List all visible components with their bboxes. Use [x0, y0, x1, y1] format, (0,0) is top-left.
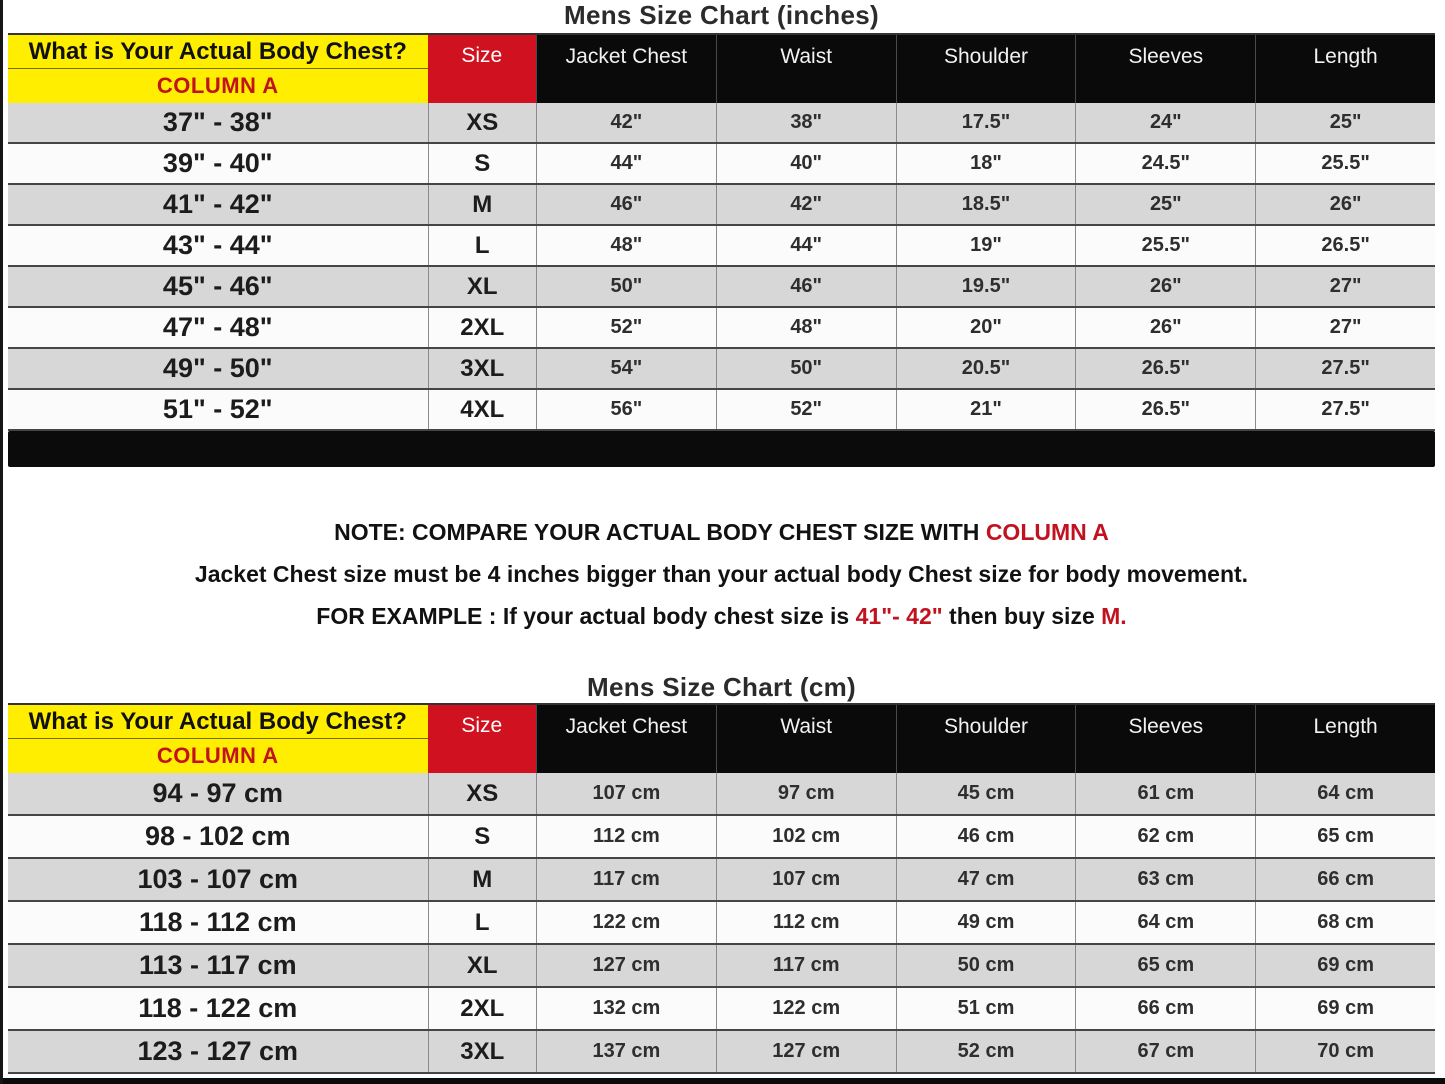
size-cell: 2XL	[428, 308, 536, 347]
size-cell: 4XL	[428, 390, 536, 429]
table-header-row	[8, 703, 1435, 773]
measurement-cell: 52"	[536, 308, 716, 347]
measurement-cell: 70 cm	[1255, 1031, 1435, 1072]
measurement-cell: 127 cm	[536, 945, 716, 986]
measurement-cell: 18.5"	[896, 185, 1076, 224]
body-chest-cell: 39" - 40"	[162, 148, 273, 178]
measurement-cell: 24"	[1075, 103, 1255, 142]
body-chest-cell: 118 - 112 cm	[138, 907, 297, 937]
table-row	[8, 945, 1435, 988]
measurement-cell: 107 cm	[536, 773, 716, 814]
column-header-length: Length	[1255, 705, 1435, 773]
cm-size-table	[8, 703, 1435, 1074]
body-chest-cell: 118 - 122 cm	[138, 993, 298, 1023]
inches-chart-title: Mens Size Chart (inches)	[564, 0, 879, 30]
body-chest-cell: 47" - 48"	[162, 312, 273, 342]
measurement-cell: 122 cm	[716, 988, 896, 1029]
measurement-cell: 21"	[896, 390, 1076, 429]
measurement-cell: 25.5"	[1075, 226, 1255, 265]
measurement-cell: 132 cm	[536, 988, 716, 1029]
measurement-cell: 26"	[1075, 308, 1255, 347]
column-header-waist: Waist	[716, 35, 896, 103]
measurement-cell: 45 cm	[896, 773, 1076, 814]
measurement-cell: 65 cm	[1075, 945, 1255, 986]
column-header-sleeves: Sleeves	[1075, 35, 1255, 103]
body-chest-cell: 49" - 50"	[162, 353, 273, 383]
note-line-3-size-highlight: 41"- 42"	[855, 603, 943, 629]
measurement-cell: 65 cm	[1255, 816, 1435, 857]
measurement-cell: 61 cm	[1075, 773, 1255, 814]
measurement-cell: 27"	[1255, 267, 1435, 306]
measurement-cell: 17.5"	[896, 103, 1076, 142]
size-column-header: Size	[428, 705, 536, 773]
measurement-cell: 19.5"	[896, 267, 1076, 306]
measurement-cell: 50 cm	[896, 945, 1076, 986]
note-line-3-letter-highlight: M.	[1101, 603, 1127, 629]
note-line-1-highlight: COLUMN A	[985, 519, 1109, 545]
column-header-jacket-chest: Jacket Chest	[536, 705, 716, 773]
measurement-cell: 54"	[536, 349, 716, 388]
note-section	[8, 467, 1435, 667]
table-row	[8, 349, 1435, 390]
measurement-cell: 66 cm	[1075, 988, 1255, 1029]
table-row	[8, 988, 1435, 1031]
size-cell: 2XL	[428, 988, 536, 1029]
measurement-cell: 51 cm	[896, 988, 1076, 1029]
measurement-cell: 117 cm	[716, 945, 896, 986]
measurement-cell: 127 cm	[716, 1031, 896, 1072]
table-body	[8, 773, 1435, 1074]
inches-size-table	[8, 33, 1435, 431]
size-column-header: Size	[428, 35, 536, 103]
body-chest-cell: 37" - 38"	[162, 107, 273, 137]
measurement-cell: 46"	[716, 267, 896, 306]
measurement-cell: 112 cm	[716, 902, 896, 943]
table-row	[8, 773, 1435, 816]
measurement-cell: 50"	[536, 267, 716, 306]
measurement-cell: 20"	[896, 308, 1076, 347]
measurement-cell: 97 cm	[716, 773, 896, 814]
size-cell: S	[428, 816, 536, 857]
table-row	[8, 1031, 1435, 1074]
measurement-cell: 26"	[1075, 267, 1255, 306]
measurement-cell: 26"	[1255, 185, 1435, 224]
note-line-3-mid-text: then buy size	[942, 603, 1102, 629]
body-chest-cell: 98 - 102 cm	[144, 821, 291, 851]
column-a-label: COLUMN A	[156, 73, 279, 98]
column-a-header-cell	[8, 35, 428, 103]
table-row	[8, 103, 1435, 144]
measurement-cell: 68 cm	[1255, 902, 1435, 943]
measurement-cell: 48"	[536, 226, 716, 265]
size-cell: M	[428, 185, 536, 224]
measurement-cell: 52 cm	[896, 1031, 1076, 1072]
column-header-waist: Waist	[716, 705, 896, 773]
measurement-cell: 102 cm	[716, 816, 896, 857]
measurement-cell: 63 cm	[1075, 859, 1255, 900]
measurement-cell: 64 cm	[1255, 773, 1435, 814]
measurement-cell: 20.5"	[896, 349, 1076, 388]
body-chest-cell: 94 - 97 cm	[152, 778, 284, 808]
table-body	[8, 103, 1435, 431]
table-row	[8, 144, 1435, 185]
measurement-cell: 42"	[716, 185, 896, 224]
measurement-cell: 25"	[1075, 185, 1255, 224]
measure-headers	[536, 35, 1435, 103]
body-chest-cell: 45" - 46"	[162, 271, 273, 301]
measurement-cell: 56"	[536, 390, 716, 429]
measurement-cell: 112 cm	[536, 816, 716, 857]
size-cell: XS	[428, 773, 536, 814]
measurement-cell: 19"	[896, 226, 1076, 265]
measurement-cell: 48"	[716, 308, 896, 347]
size-cell: XL	[428, 945, 536, 986]
column-header-jacket-chest: Jacket Chest	[536, 35, 716, 103]
measurement-cell: 67 cm	[1075, 1031, 1255, 1072]
body-chest-cell: 41" - 42"	[162, 189, 273, 219]
measurement-cell: 44"	[716, 226, 896, 265]
measurement-cell: 62 cm	[1075, 816, 1255, 857]
body-chest-cell: 103 - 107 cm	[137, 864, 299, 894]
note-line-2: Jacket Chest size must be 4 inches bigger than your actual body Chest size for body movement.	[194, 561, 1249, 587]
measurement-cell: 18"	[896, 144, 1076, 183]
column-header-shoulder: Shoulder	[896, 35, 1076, 103]
measurement-cell: 69 cm	[1255, 988, 1435, 1029]
column-header-shoulder: Shoulder	[896, 705, 1076, 773]
cm-chart-title: Mens Size Chart (cm)	[587, 672, 856, 702]
measurement-cell: 27.5"	[1255, 390, 1435, 429]
note-line-1-text: NOTE: COMPARE YOUR ACTUAL BODY CHEST SIZE WITH	[334, 519, 986, 545]
table-row	[8, 267, 1435, 308]
measurement-cell: 27"	[1255, 308, 1435, 347]
size-cell: XS	[428, 103, 536, 142]
measurement-cell: 24.5"	[1075, 144, 1255, 183]
measurement-cell: 26.5"	[1255, 226, 1435, 265]
measurement-cell: 47 cm	[896, 859, 1076, 900]
column-header-sleeves: Sleeves	[1075, 705, 1255, 773]
size-cell: 3XL	[428, 1031, 536, 1072]
body-chest-cell: 123 - 127 cm	[137, 1036, 299, 1066]
bottom-cropped-bar	[3, 1078, 1445, 1084]
measurement-cell: 40"	[716, 144, 896, 183]
table-separator-bar	[8, 431, 1435, 467]
size-cell: XL	[428, 267, 536, 306]
measurement-cell: 42"	[536, 103, 716, 142]
measurement-cell: 50"	[716, 349, 896, 388]
measurement-cell: 26.5"	[1075, 390, 1255, 429]
body-chest-cell: 51" - 52"	[162, 394, 273, 424]
table-row	[8, 859, 1435, 902]
size-cell: M	[428, 859, 536, 900]
table-row	[8, 390, 1435, 431]
measurement-cell: 122 cm	[536, 902, 716, 943]
table-row	[8, 308, 1435, 349]
size-cell: L	[428, 902, 536, 943]
measurement-cell: 49 cm	[896, 902, 1076, 943]
column-a-label: COLUMN A	[156, 743, 279, 768]
measurement-cell: 46"	[536, 185, 716, 224]
measurement-cell: 64 cm	[1075, 902, 1255, 943]
measurement-cell: 46 cm	[896, 816, 1076, 857]
table-header-row	[8, 33, 1435, 103]
size-cell: S	[428, 144, 536, 183]
measurement-cell: 26.5"	[1075, 349, 1255, 388]
measure-headers	[536, 705, 1435, 773]
body-chest-cell: 43" - 44"	[162, 230, 273, 260]
size-cell: L	[428, 226, 536, 265]
note-line-1	[8, 511, 1435, 553]
column-a-header-cell	[8, 705, 428, 773]
table-row	[8, 816, 1435, 859]
measurement-cell: 27.5"	[1255, 349, 1435, 388]
table-row	[8, 226, 1435, 267]
measurement-cell: 69 cm	[1255, 945, 1435, 986]
note-line-3	[8, 595, 1435, 637]
measurement-cell: 107 cm	[716, 859, 896, 900]
size-cell: 3XL	[428, 349, 536, 388]
measurement-cell: 117 cm	[536, 859, 716, 900]
measurement-cell: 25"	[1255, 103, 1435, 142]
measurement-cell: 25.5"	[1255, 144, 1435, 183]
measurement-cell: 44"	[536, 144, 716, 183]
body-chest-cell: 113 - 117 cm	[138, 950, 297, 980]
body-chest-question-label: What is Your Actual Body Chest?	[8, 35, 428, 69]
body-chest-question-label: What is Your Actual Body Chest?	[8, 705, 428, 739]
measurement-cell: 38"	[716, 103, 896, 142]
note-line-3-text: FOR EXAMPLE : If your actual body chest size is	[316, 603, 856, 629]
measurement-cell: 52"	[716, 390, 896, 429]
measurement-cell: 137 cm	[536, 1031, 716, 1072]
table-row	[8, 185, 1435, 226]
measurement-cell: 66 cm	[1255, 859, 1435, 900]
table-row	[8, 902, 1435, 945]
column-header-length: Length	[1255, 35, 1435, 103]
